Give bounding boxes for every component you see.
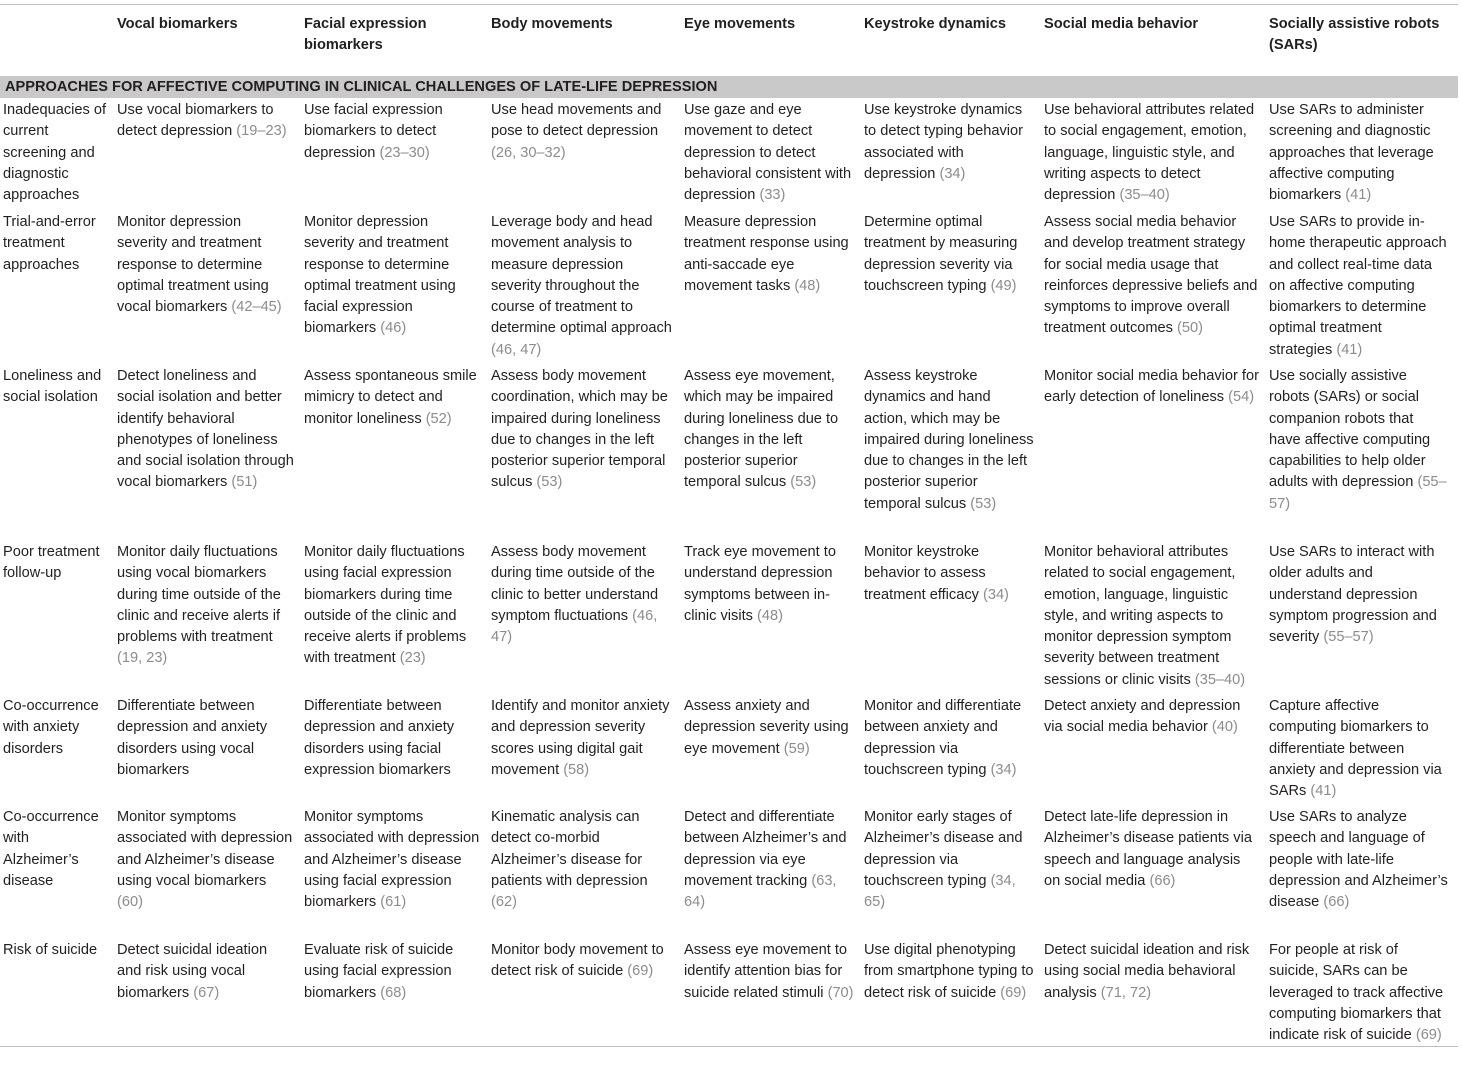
table-row [0,542,1458,696]
section-title: APPROACHES FOR AFFECTIVE COMPUTING IN CLINICAL CHALLENGES OF LATE-LIFE DEPRESSION [0,74,1458,99]
row-label: Co-occurrence with Alzheimer’s disease [3,809,99,889]
table-cell: Measure depression treatment response using anti-saccade eye movement tasks (48) [684,214,849,294]
table-cell: Monitor symptoms associated with depression and Alzheimer’s disease using facial expression biomarkers (61) [304,809,480,911]
table-cell: Use SARs to interact with older adults and understand depression symptom progression and severity (55–57) [1269,544,1437,646]
table-cell: Monitor symptoms associated with depression and Alzheimer’s disease using vocal biomarkers (60) [117,809,293,911]
column-header-body-movements: Body movements [491,5,684,74]
table-cell: Differentiate between depression and anxiety disorders using facial expression biomarkers [304,698,455,778]
row-label: Loneliness and social isolation [3,368,102,406]
table-cell: Evaluate risk of suicide using facial expression biomarkers (68) [304,940,491,1047]
row-label: Inadequacies of current screening and diagnostic approaches [3,102,107,204]
table-row [0,940,1458,1047]
table-cell: Monitor early stages of Alzheimer’s disease and depression via touchscreen typing (34, 65) [864,809,1023,911]
table-cell: Assess spontaneous smile mimicry to detect and monitor loneliness (52) [304,368,477,427]
table-cell: Use head movements and pose to detect depression (26, 30–32) [491,102,662,161]
table-cell: Monitor social media behavior for early detection of loneliness (54) [1044,368,1259,406]
affective-computing-table [0,4,1458,1047]
table-cell: Differentiate between depression and anxiety disorders using vocal biomarkers [117,698,268,778]
table-cell: Determine optimal treatment by measuring depression severity via touchscreen typing (49) [864,214,1018,294]
table-cell: Assess social media behavior and develop treatment strategy for social media usage that reinforces depressive beliefs and symptoms to improve overall treatment outcomes (50) [1044,214,1258,337]
table-cell: Detect anxiety and depression via social media behavior (40) [1044,698,1241,736]
table-cell: Capture affective computing biomarkers to differentiate between anxiety and depression via SARs (41) [1269,698,1442,800]
table-cell: Assess eye movement, which may be impaired during loneliness due to changes in the left posterior superior temporal sulcus (53) [684,368,839,491]
table-cell: Detect loneliness and social isolation and better identify behavioral phenotypes of loneliness and social isolation through vocal biomarkers (51) [117,368,294,491]
table-cell: Assess eye movement to identify attention bias for suicide related stimuli (70) [684,940,864,1047]
table-cell: Use SARs to analyze speech and language of people with late-life depression and Alzheimer’s disease (66) [1269,809,1448,911]
table-cell: Detect suicidal ideation and risk using social media behavioral analysis (71, 72) [1044,940,1269,1047]
column-header-sars: Socially assistive robots (SARs) [1269,5,1458,74]
table-cell: Track eye movement to understand depression symptoms between in-clinic visits (48) [684,544,836,624]
row-label: Co-occurrence with anxiety disorders [3,698,99,757]
table-row [0,366,1458,542]
table-cell: Monitor daily fluctuations using vocal biomarkers during time outside of the clinic and receive alerts if problems with treatment (19, 23) [117,544,281,667]
table-cell: Assess body movement during time outside of the clinic to better understand symptom fluctuations (46, 47) [491,544,659,646]
table-cell: Use facial expression biomarkers to detect depression (23–30) [304,102,443,161]
table-cell: Assess keystroke dynamics and hand action, which may be impaired during loneliness due to changes in the left posterior superior temporal sulcus (53) [864,368,1034,512]
section-header-row [0,74,1458,99]
table-row [0,100,1458,212]
column-header-keystroke-dynamics: Keystroke dynamics [864,5,1044,74]
table-cell: Assess body movement coordination, which may be impaired during loneliness due to changes in the left posterior superior temporal sulcus (53) [491,368,668,491]
table-cell: Monitor and differentiate between anxiety and depression via touchscreen typing (34) [864,698,1022,778]
table-cell: Monitor keystroke behavior to assess treatment efficacy (34) [864,544,1009,603]
table-cell: Use behavioral attributes related to social engagement, emotion, language, linguistic style, and writing aspects to detect depression (35–40) [1044,102,1255,204]
table-cell: Use SARs to administer screening and diagnostic approaches that leverage affective computing biomarkers (41) [1269,102,1434,204]
row-label: Trial-and-error treatment approaches [3,214,96,273]
table-cell: Use gaze and eye movement to detect depression to detect behavioral consistent with depression (33) [684,102,852,204]
row-label: Poor treatment follow-up [3,544,100,582]
column-header-social-media-behavior: Social media behavior [1044,5,1269,74]
table-cell: Identify and monitor anxiety and depression severity scores using digital gait movement (58) [491,698,670,778]
table-row [0,696,1458,807]
table-row [0,212,1458,366]
column-header-vocal-biomarkers: Vocal biomarkers [117,5,304,74]
row-label: Risk of suicide [0,940,117,1047]
table-cell: Kinematic analysis can detect co-morbid Alzheimer’s disease for patients with depression (62) [491,809,648,911]
table-cell: Use socially assistive robots (SARs) or social companion robots that have affective computing capabilities to help older adults with depression (55–57) [1269,368,1447,512]
table-cell: Monitor behavioral attributes related to social engagement, emotion, language, linguistic style, and writing aspects to monitor depression symptom severity between treatment sessions or clinic visits (35–40) [1044,544,1246,688]
table-cell: Assess anxiety and depression severity using eye movement (59) [684,698,849,757]
table-cell: Monitor daily fluctuations using facial expression biomarkers during time outside of the clinic and receive alerts if problems with treatment (23) [304,544,467,667]
table-cell: Use keystroke dynamics to detect typing behavior associated with depression (34) [864,102,1024,182]
table-row [0,807,1458,940]
table-cell: Use vocal biomarkers to detect depression (19–23) [117,102,287,140]
table-cell: For people at risk of suicide, SARs can be leveraged to track affective computing biomarkers that indicate risk of suicide (69) [1269,940,1458,1047]
column-header-facial-expression-biomarkers: Facial expression biomarkers [304,5,491,74]
column-header-eye-movements: Eye movements [684,5,864,74]
table-cell: Leverage body and head movement analysis to measure depression severity throughout the course of treatment to determine optimal approach (46, 47) [491,214,672,358]
table-cell: Use digital phenotyping from smartphone typing to detect risk of suicide (69) [864,940,1044,1047]
table-cell: Detect and differentiate between Alzheimer’s and depression via eye movement tracking (63, 64) [684,809,847,911]
header-row [0,5,1458,74]
table-cell: Use SARs to provide in-home therapeutic approach and collect real-time data on affective computing biomarkers to determine optimal treatment strategies (41) [1269,214,1447,358]
table-cell: Detect late-life depression in Alzheimer’s disease patients via speech and language analysis on social media (66) [1044,809,1252,889]
column-header-empty [0,5,117,74]
table-cell: Monitor depression severity and treatment response to determine optimal treatment using facial expression biomarkers (46) [304,214,456,337]
table-cell: Detect suicidal ideation and risk using vocal biomarkers (67) [117,940,304,1047]
table-cell: Monitor depression severity and treatment response to determine optimal treatment using vocal biomarkers (42–45) [117,214,282,316]
table-cell: Monitor body movement to detect risk of suicide (69) [491,940,684,1047]
